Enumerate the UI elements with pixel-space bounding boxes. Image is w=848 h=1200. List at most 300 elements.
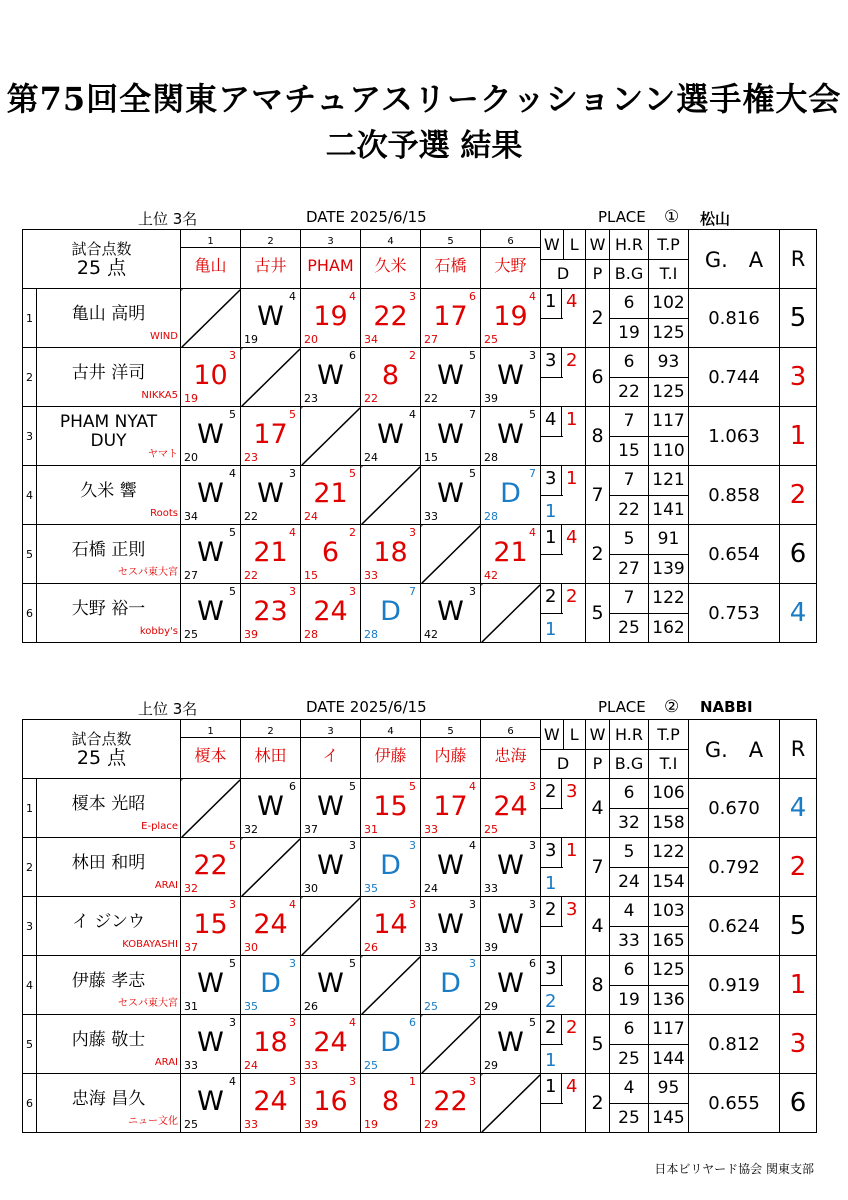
high-run-value: 7 [623,588,635,609]
wl-hdivider [541,985,563,986]
match-score: W [437,909,464,940]
player-club: NIKKA5 [141,390,178,401]
wl-hdivider [541,1103,563,1104]
best-game-value: 32 [610,808,648,838]
opponent-name: 大野 [494,255,527,275]
match-innings: 37 [184,941,198,954]
match-score: 21 [313,478,348,509]
opponent-column-header [181,720,241,779]
match-cell [421,897,481,956]
match-cell [421,1074,481,1133]
match-innings: 15 [424,451,438,464]
match-innings: 39 [304,1118,318,1131]
opponent-column-header [421,230,481,289]
losses-value: 1 [566,468,578,489]
match-high-run: 7 [529,467,536,480]
match-innings: 37 [304,823,318,836]
wl-hdivider [541,495,563,496]
general-average: 0.655 [689,1074,780,1133]
match-innings: 31 [184,1000,198,1013]
match-innings: 15 [304,569,318,582]
match-cell [181,1074,241,1133]
total-innings-value: 141 [649,495,688,525]
match-high-run: 4 [529,526,536,539]
player-name: 大野 裕一 [71,598,146,619]
loss-header: L [563,720,586,749]
match-score: 10 [193,360,228,391]
column-number: 1 [181,236,240,248]
match-cell [181,956,241,1015]
best-game-value: 19 [610,985,648,1015]
match-cell [241,407,301,466]
match-cell [241,584,301,643]
match-innings: 32 [184,882,198,895]
match-innings: 26 [304,1000,318,1013]
wl-hdivider [541,436,563,437]
match-score: W [437,419,464,450]
opponent-name: 久米 [374,255,407,275]
hr-bg-header [610,720,649,779]
hr-bg-cell [610,956,649,1015]
match-innings: 34 [184,510,198,523]
match-high-run: 4 [529,290,536,303]
match-innings: 25 [184,1118,198,1131]
match-innings: 25 [484,823,498,836]
match-innings: 24 [304,510,318,523]
match-high-run: 5 [469,467,476,480]
match-score: W [437,850,464,881]
match-score: 24 [313,596,348,627]
high-run-value: 5 [623,529,635,550]
wl-divider [561,289,562,318]
match-cell [181,407,241,466]
p-header: P [586,749,609,779]
player-cell [37,348,181,407]
match-score: 15 [373,791,408,822]
total-innings-value: 165 [649,926,688,956]
match-high-run: 2 [409,349,416,362]
player-number: 4 [23,956,37,1015]
player-row [23,956,817,1015]
match-score: D [380,596,401,627]
match-cell [421,407,481,466]
self-match-cell [421,1015,481,1074]
match-high-run: 3 [229,1016,236,1029]
total-innings-value: 125 [649,318,688,348]
player-club: kobby's [139,626,178,637]
match-innings: 24 [424,882,438,895]
match-cell [301,289,361,348]
losses-value: 1 [566,840,578,861]
wp-header [586,720,610,779]
tp-ti-cell [649,838,689,897]
match-high-run: 5 [289,408,296,421]
total-innings-value: 158 [649,808,688,838]
group-place-label: PLACE [598,208,646,226]
best-game-header: B.G [610,749,648,779]
match-cell [301,525,361,584]
match-score: D [500,478,521,509]
general-average: 1.063 [689,407,780,466]
match-score: 21 [493,537,528,568]
match-cell [481,348,541,407]
match-cell [481,525,541,584]
opponent-column-header [301,230,361,289]
general-average: 0.792 [689,838,780,897]
losses-value: 4 [566,527,578,548]
player-club: ニュー文化 [128,1116,178,1127]
wl-divider [561,897,562,926]
match-cell [481,407,541,466]
match-score: W [197,1027,224,1058]
best-game-value: 22 [610,377,648,407]
match-high-run: 6 [349,349,356,362]
match-cell [241,779,301,838]
match-cell [301,584,361,643]
total-points-value: 117 [652,1019,685,1040]
match-score: 22 [193,850,228,881]
player-name: 内藤 敬士 [71,1029,146,1050]
p-header: P [586,259,609,289]
hr-bg-header [610,230,649,289]
rank-header: R [780,720,817,779]
player-cell [37,1074,181,1133]
match-cell [421,584,481,643]
opponent-name: 石橋 [434,255,467,275]
match-high-run: 3 [409,526,416,539]
losses-value: 3 [566,781,578,802]
wld-cell [541,1015,586,1074]
match-cell [361,289,421,348]
match-innings: 19 [364,1118,378,1131]
player-cell [37,289,181,348]
high-run-header: H.R [615,724,643,744]
total-points-value: 106 [652,783,685,804]
wins-value: 4 [545,409,557,430]
match-innings: 33 [244,1118,258,1131]
match-high-run: 3 [469,898,476,911]
best-game-value: 15 [610,436,648,466]
match-high-run: 5 [529,1016,536,1029]
hr-bg-cell [610,1074,649,1133]
match-score: W [257,301,284,332]
match-cell [301,779,361,838]
match-innings: 23 [244,451,258,464]
final-rank: 2 [780,466,817,525]
opponent-name: PHAM [307,255,354,275]
total-innings-value: 136 [649,985,688,1015]
match-innings: 25 [184,628,198,641]
group-place-name: 松山 [700,210,731,228]
opponent-column-header [241,230,301,289]
match-points: 7 [586,466,610,525]
ga-header: G. A [689,230,780,289]
self-match-cell [181,289,241,348]
high-run-value: 6 [623,293,635,314]
total-points-value: 122 [652,842,685,863]
player-club: セスパ東大宮 [118,567,178,578]
wld-cell [541,897,586,956]
opponent-column-header [361,230,421,289]
match-cell [181,348,241,407]
match-innings: 22 [364,392,378,405]
wl-divider [561,779,562,808]
hr-bg-cell [610,1015,649,1074]
match-innings: 27 [424,333,438,346]
match-high-run: 3 [409,839,416,852]
self-match-cell [301,897,361,956]
player-cell [37,956,181,1015]
match-score: W [197,478,224,509]
match-high-run: 1 [409,1075,416,1088]
match-cell [301,838,361,897]
match-score: W [497,968,524,999]
player-cell [37,466,181,525]
match-score: W [497,909,524,940]
player-row [23,779,817,838]
column-number: 1 [181,726,240,738]
final-rank: 3 [780,348,817,407]
wl-hdivider [541,1044,563,1045]
match-cell [421,956,481,1015]
match-high-run: 5 [349,957,356,970]
match-high-run: 3 [229,349,236,362]
match-high-run: 3 [289,1016,296,1029]
general-average: 0.624 [689,897,780,956]
match-cell [361,407,421,466]
match-high-run: 3 [349,839,356,852]
w-header: W [589,724,606,744]
wl-divider [561,348,562,377]
wins-value: 2 [545,781,557,802]
player-row [23,348,817,407]
self-match-cell [241,838,301,897]
losses-value: 4 [566,291,578,312]
group-place-number: ② [664,697,680,717]
match-cell [301,348,361,407]
best-game-value: 25 [610,1103,648,1133]
match-innings: 20 [304,333,318,346]
player-name: 久米 響 [80,480,137,501]
player-name: 榎本 光昭 [71,793,146,814]
match-innings: 39 [484,392,498,405]
player-number: 5 [23,525,37,584]
self-match-cell [481,584,541,643]
match-cell [181,838,241,897]
final-rank: 5 [780,897,817,956]
tp-ti-cell [649,897,689,956]
general-average: 0.654 [689,525,780,584]
match-cell [421,838,481,897]
match-high-run: 3 [289,467,296,480]
match-innings: 30 [304,882,318,895]
final-rank: 6 [780,525,817,584]
opponent-name: 伊藤 [374,745,407,765]
total-innings-value: 144 [649,1044,688,1074]
match-score: W [257,791,284,822]
hr-bg-cell [610,584,649,643]
wins-value: 1 [545,291,557,312]
wl-hdivider [541,808,563,809]
general-average: 0.753 [689,584,780,643]
opponent-column-header [361,720,421,779]
header-row [23,720,817,779]
match-high-run: 7 [409,585,416,598]
player-cell [37,838,181,897]
match-points: 5 [586,1015,610,1074]
match-cell [481,779,541,838]
self-match-cell [181,779,241,838]
general-average: 0.858 [689,466,780,525]
match-cell [421,348,481,407]
wld-cell [541,956,586,1015]
total-points-header: T.P [657,724,680,744]
match-innings: 29 [484,1059,498,1072]
match-cell [241,897,301,956]
high-run-value: 6 [623,352,635,373]
wl-divider [561,1074,562,1103]
match-score: W [437,596,464,627]
match-innings: 33 [184,1059,198,1072]
hr-bg-cell [610,407,649,466]
match-cell [241,956,301,1015]
match-points: 8 [586,407,610,466]
player-number: 3 [23,407,37,466]
match-high-run: 3 [469,585,476,598]
match-innings: 24 [244,1059,258,1072]
opponent-name: 林田 [254,745,287,765]
match-score: W [437,360,464,391]
total-points-value: 122 [652,588,685,609]
footer-organization: 日本ビリヤード協会 関東支部 [654,1162,814,1176]
opponent-name: イ [322,745,339,765]
match-score: 8 [381,1086,400,1117]
match-points: 2 [586,525,610,584]
general-average: 0.744 [689,348,780,407]
match-innings: 39 [484,941,498,954]
self-match-cell [361,956,421,1015]
match-cell [301,1074,361,1133]
document-subtitle: 二次予選 結果 [325,128,523,164]
match-innings: 31 [364,823,378,836]
match-high-run: 6 [469,290,476,303]
total-innings-header: T.I [649,749,688,779]
total-innings-value: 110 [649,436,688,466]
draws-value: 2 [545,991,557,1012]
self-match-cell [421,525,481,584]
losses-value: 2 [566,350,578,371]
match-score: 15 [193,909,228,940]
hr-bg-cell [610,466,649,525]
player-row [23,466,817,525]
match-score: 23 [253,596,288,627]
match-innings: 27 [184,569,198,582]
match-cell [481,289,541,348]
match-innings: 30 [244,941,258,954]
match-high-run: 5 [229,957,236,970]
player-cell [37,897,181,956]
match-cell [481,838,541,897]
final-rank: 1 [780,407,817,466]
match-cell [481,1015,541,1074]
loss-header: L [563,230,586,259]
opponent-name: 亀山 [194,255,227,275]
player-club: E-place [141,821,178,832]
wl-hdivider [541,318,563,319]
match-innings: 19 [184,392,198,405]
wld-cell [541,584,586,643]
match-high-run: 4 [409,408,416,421]
ga-header: G. A [689,720,780,779]
self-match-cell [361,466,421,525]
high-run-value: 7 [623,470,635,491]
player-club: KOBAYASHI [122,939,178,950]
match-innings: 24 [364,451,378,464]
column-number: 2 [241,726,300,738]
wld-cell [541,779,586,838]
win-header: W [543,234,560,254]
column-number: 6 [481,726,540,738]
wld-cell [541,289,586,348]
total-innings-value: 139 [649,554,688,584]
wld-header [541,230,586,289]
losses-value: 2 [566,586,578,607]
wins-value: 3 [545,350,557,371]
wl-divider [561,525,562,554]
match-cell [241,466,301,525]
player-name: イ ジンウ [72,911,145,932]
match-cell [361,1074,421,1133]
wins-value: 1 [545,1076,557,1097]
match-cell [181,897,241,956]
opponent-name: 忠海 [494,745,527,765]
wl-divider [561,407,562,436]
wld-cell [541,1074,586,1133]
match-score: 19 [313,301,348,332]
match-cell [181,584,241,643]
match-innings: 22 [244,569,258,582]
total-innings-header: T.I [649,259,688,289]
wins-value: 3 [545,468,557,489]
tp-ti-cell [649,525,689,584]
group-place-name: NABBI [700,698,753,716]
match-high-run: 6 [409,1016,416,1029]
column-number: 4 [361,726,420,738]
high-run-header: H.R [615,234,643,254]
player-club: セスパ東大宮 [118,998,178,1009]
match-score: W [317,968,344,999]
wld-header [541,720,586,779]
results-table [22,229,817,643]
points-value: 25 点 [76,747,127,769]
match-points: 4 [586,897,610,956]
match-high-run: 4 [229,467,236,480]
match-innings: 28 [304,628,318,641]
wl-divider [561,956,562,985]
wins-value: 2 [545,1017,557,1038]
match-points: 8 [586,956,610,1015]
column-number: 3 [301,236,360,248]
total-points-value: 91 [657,529,680,550]
match-cell [361,897,421,956]
match-score: W [197,1086,224,1117]
match-score: W [197,596,224,627]
total-points-header: T.P [657,234,680,254]
match-cell [481,956,541,1015]
match-cell [301,466,361,525]
match-high-run: 3 [529,839,536,852]
match-score: W [317,850,344,881]
